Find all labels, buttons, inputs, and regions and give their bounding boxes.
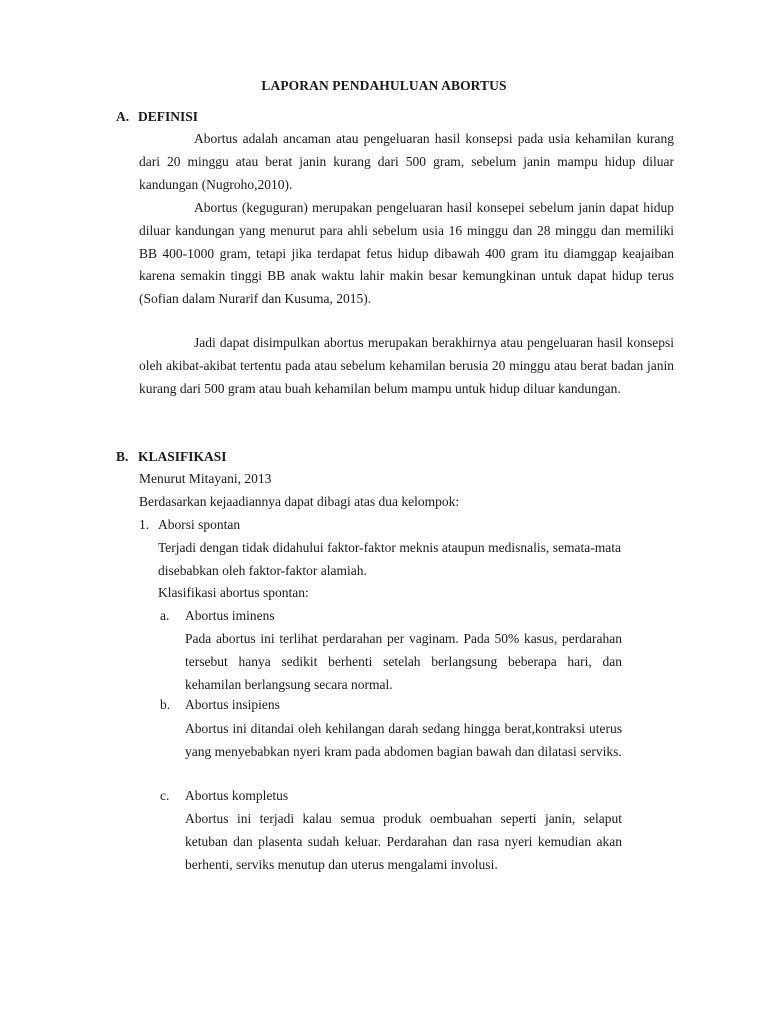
sub-classification-intro: Klasifikasi abortus spontan: (158, 585, 309, 600)
definisi-paragraph-2: Abortus (keguguran) merupakan pengeluaran hasil konsepei sebelum janin dapat hidup diluar kandungan yang menurut para ahli sebelum usia 16 minggu dan 28 minggu dan memiliki BB 400-1000 gram, tetapi jika terdapat fetus hidup dibawah 400 gram itu diamggap keajaiban karena semakin tinggi BB anak waktu lahir makin besar kemungkinan untuk dapat hidup terus (Sofian dalam Nurarif dan Kusuma, 2015). (139, 200, 674, 307)
list-item-1-number: 1. (139, 517, 150, 532)
list-item-1-description: Terjadi dengan tidak didahului faktor-faktor meknis ataupun medisnalis, semata-mata disebabkan oleh faktor-faktor alamiah. (158, 540, 621, 578)
definisi-paragraph-1: Abortus adalah ancaman atau pengeluaran hasil konsepsi pada usia kehamilan kurang dari 20 minggu atau berat janin kurang dari 500 gram, sebelum janin mampu hidup diluar kandungan (Nugroho,2010). (139, 131, 674, 192)
section-a-heading (116, 109, 198, 125)
section-b-letter: B. (116, 449, 129, 464)
sub-item-a-letter: a. (160, 608, 170, 623)
sub-item-a (160, 608, 275, 624)
sub-item-c-title: Abortus kompletus (185, 788, 289, 803)
list-item-1 (139, 517, 240, 533)
section-a-title: DEFINISI (138, 109, 199, 124)
sub-item-b-text: Abortus ini ditandai oleh kehilangan darah sedang hingga berat,kontraksi uterus yang menyebabkan nyeri kram pada abdomen bagian bawah dan dilatasi serviks. (185, 721, 622, 759)
section-b-title: KLASIFIKASI (138, 449, 227, 464)
sub-item-c-text: Abortus ini terjadi kalau semua produk oembuahan seperti janin, selaput ketuban dan plasenta sudah keluar. Perdarahan dan rasa nyeri kemudian akan berhenti, serviks menutup dan uterus mengalami involusi. (185, 811, 622, 872)
section-b-heading (116, 449, 227, 465)
sub-item-c (160, 788, 288, 804)
definisi-paragraph-3: Jadi dapat disimpulkan abortus merupakan berakhirnya atau pengeluaran hasil konsepsi oleh akibat-akibat tertentu pada atau sebelum kehamilan berusia 20 minggu atau berat badan janin kurang dari 500 gram atau buah kehamilan belum mampu untuk hidup diluar kandungan. (139, 335, 674, 396)
section-a-letter: A. (116, 109, 130, 124)
klasifikasi-intro: Berdasarkan kejaadiannya dapat dibagi atas dua kelompok: (139, 494, 460, 509)
sub-item-a-text: Pada abortus ini terlihat perdarahan per vaginam. Pada 50% kasus, perdarahan tersebut hanya sedikit berhenti setelah berlangsung beberapa hari, dan kehamilan berlangsung secara normal. (185, 631, 622, 692)
document-title: LAPORAN PENDAHULUAN ABORTUS (261, 78, 507, 93)
klasifikasi-source: Menurut Mitayani, 2013 (139, 471, 272, 486)
sub-item-c-letter: c. (160, 788, 170, 803)
list-item-1-title: Aborsi spontan (158, 517, 241, 532)
sub-item-b-letter: b. (160, 697, 171, 712)
sub-item-b (160, 697, 280, 713)
sub-item-a-title: Abortus iminens (185, 608, 275, 623)
sub-item-b-title: Abortus insipiens (185, 697, 280, 712)
